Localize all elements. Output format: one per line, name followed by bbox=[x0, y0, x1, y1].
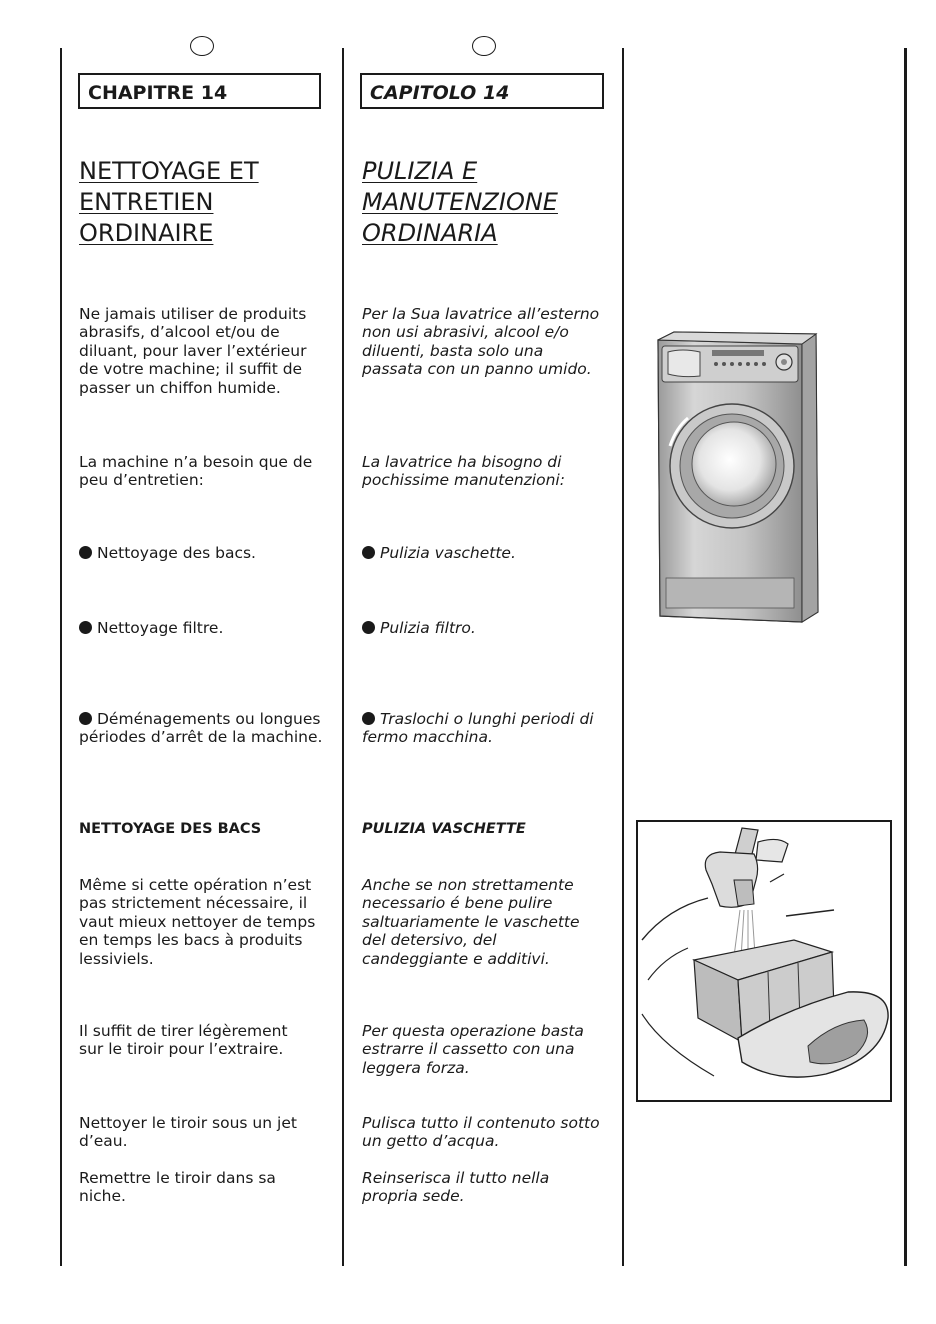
bullet-icon bbox=[362, 546, 375, 559]
bullet-text: Nettoyage des bacs. bbox=[97, 544, 256, 562]
bullet-text: Pulizia filtro. bbox=[380, 619, 476, 637]
column-divider-1 bbox=[342, 48, 344, 1266]
bullet-text: Nettoyage filtre. bbox=[97, 619, 224, 637]
title-line: NETTOYAGE ET bbox=[79, 157, 259, 185]
tap-and-drawer-icon bbox=[638, 822, 890, 1100]
bullet-item-italian bbox=[362, 710, 607, 747]
bullet-text: Traslochi o lunghi periodi di fermo macchina. bbox=[362, 710, 594, 747]
language-marker-french bbox=[190, 36, 214, 56]
title-line: PULIZIA E bbox=[362, 157, 478, 185]
bullet-icon bbox=[362, 712, 375, 725]
title-line: ORDINARIA bbox=[362, 219, 498, 247]
column-divider-2 bbox=[622, 48, 624, 1266]
washing-machine-icon bbox=[652, 328, 822, 624]
bullet-icon bbox=[79, 621, 92, 634]
bullet-text: Déménagements ou longues périodes d’arrêt de la machine. bbox=[79, 710, 323, 747]
bullet-item-italian bbox=[362, 619, 602, 637]
title-french bbox=[79, 156, 259, 249]
section-paragraph-french: Même si cette opération n’est pas strictement nécessaire, il vaut mieux nettoyer de temps en temps les bacs à produits lessiviels. bbox=[79, 876, 316, 968]
section-paragraph-italian: Anche se non strettamente necessario é bene pulire saltuariamente le vaschette del detersivo, del candeggiante e additivi. bbox=[362, 876, 580, 968]
section-paragraph-french: Il suffit de tirer légèrement sur le tiroir pour l’extraire. bbox=[79, 1022, 288, 1059]
drawer-rinse-illustration bbox=[636, 820, 892, 1102]
washing-machine-illustration bbox=[652, 328, 822, 624]
intro-french: Ne jamais utiliser de produits abrasifs, d’alcool et/ou de diluant, pour laver l’extérieur de votre machine; il suffit de passer un chiffon humide. bbox=[79, 305, 307, 397]
title-italian bbox=[362, 156, 558, 249]
intro-italian: Per la Sua lavatrice all’esterno non usi abrasivi, alcool e/o diluenti, basta solo una passata con un panno umido. bbox=[362, 305, 600, 379]
section-paragraph-italian: Reinserisca il tutto nella propria sede. bbox=[362, 1169, 550, 1206]
section-heading-french: NETTOYAGE DES BACS bbox=[79, 821, 262, 837]
bullet-item-french bbox=[79, 619, 329, 637]
bullet-text: Pulizia vaschette. bbox=[380, 544, 516, 562]
bullet-icon bbox=[79, 546, 92, 559]
maintenance-intro-italian: La lavatrice ha bisogno di pochissime manutenzioni: bbox=[362, 453, 565, 490]
maintenance-intro-french: La machine n’a besoin que de peu d’entretien: bbox=[79, 453, 313, 490]
section-paragraph-french: Remettre le tiroir dans sa niche. bbox=[79, 1169, 276, 1206]
bullet-item-french bbox=[79, 710, 329, 747]
right-margin-rule bbox=[904, 48, 907, 1266]
bullet-icon bbox=[79, 712, 92, 725]
bullet-item-french bbox=[79, 544, 329, 562]
section-paragraph-italian: Per questa operazione basta estrarre il cassetto con una leggera forza. bbox=[362, 1022, 584, 1077]
section-heading-italian: PULIZIA VASCHETTE bbox=[362, 821, 526, 837]
bullet-item-italian bbox=[362, 544, 602, 562]
section-paragraph-italian: Pulisca tutto il contenuto sotto un getto d’acqua. bbox=[362, 1114, 600, 1151]
bullet-icon bbox=[362, 621, 375, 634]
title-line: MANUTENZIONE bbox=[362, 188, 558, 216]
chapter-label-italian: CAPITOLO 14 bbox=[360, 73, 604, 109]
title-line: ORDINAIRE bbox=[79, 219, 214, 247]
language-marker-italian bbox=[472, 36, 496, 56]
section-paragraph-french: Nettoyer le tiroir sous un jet d’eau. bbox=[79, 1114, 297, 1151]
chapter-label-french: CHAPITRE 14 bbox=[78, 73, 321, 109]
left-margin-rule bbox=[60, 48, 62, 1266]
title-line: ENTRETIEN bbox=[79, 188, 214, 216]
